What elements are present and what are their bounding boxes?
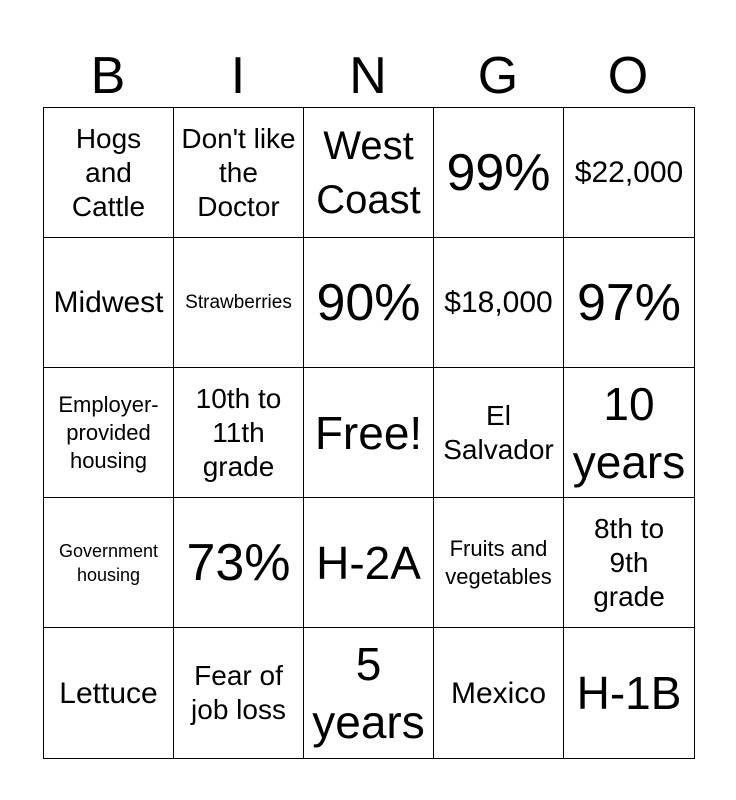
bingo-cell[interactable] — [304, 368, 434, 498]
cell-text: Government housing — [58, 540, 159, 585]
header-letter-g: G — [477, 47, 519, 105]
bingo-cell[interactable] — [564, 368, 694, 498]
bingo-cell[interactable] — [174, 628, 304, 758]
cell-text: 99% — [446, 143, 551, 202]
bingo-cell[interactable] — [44, 368, 174, 498]
bingo-cell[interactable] — [434, 368, 564, 498]
header-letter-i: I — [230, 47, 246, 105]
cell-text: Strawberries — [185, 291, 292, 313]
cell-text: H-1B — [576, 667, 682, 719]
cell-text: H-2A — [316, 536, 421, 589]
cell-text: Midwest — [53, 286, 164, 319]
bingo-header — [43, 45, 693, 107]
cell-text: 10th to 11th grade — [195, 382, 282, 482]
bingo-cell[interactable] — [564, 108, 694, 238]
cell-text: West Coast — [316, 123, 421, 222]
cell-text: El Salvador — [443, 399, 554, 465]
cell-text: Fruits and vegetables — [445, 535, 552, 589]
bingo-cell[interactable] — [564, 238, 694, 368]
cell-text: 8th to 9th grade — [593, 512, 665, 612]
cell-text: 10 years — [572, 377, 686, 488]
bingo-cell[interactable] — [434, 238, 564, 368]
cell-text: 73% — [186, 533, 291, 592]
bingo-cell[interactable] — [434, 108, 564, 238]
bingo-cell[interactable] — [564, 498, 694, 628]
cell-text: Hogs and Cattle — [71, 122, 146, 222]
header-letter-b: B — [90, 47, 126, 105]
cell-text: Mexico — [450, 676, 547, 710]
bingo-cell[interactable] — [174, 498, 304, 628]
bingo-cell[interactable] — [564, 628, 694, 758]
cell-text: $22,000 — [574, 156, 684, 189]
cell-text: 90% — [316, 273, 421, 332]
cell-text: Fear of job loss — [191, 660, 286, 725]
cell-text: $18,000 — [444, 286, 553, 319]
bingo-cell[interactable] — [304, 498, 434, 628]
bingo-cell[interactable] — [44, 108, 174, 238]
cell-text: Employer-provided housing — [58, 391, 159, 473]
header-letter-n: N — [349, 47, 387, 105]
bingo-cell[interactable] — [304, 628, 434, 758]
cell-text: 97% — [576, 273, 682, 332]
bingo-cell[interactable] — [304, 108, 434, 238]
bingo-cell[interactable] — [434, 628, 564, 758]
cell-text: Free! — [314, 406, 423, 459]
bingo-cell[interactable] — [44, 498, 174, 628]
bingo-cell[interactable] — [434, 498, 564, 628]
bingo-cell[interactable] — [174, 368, 304, 498]
cell-text: 5 years — [312, 638, 425, 748]
bingo-board — [43, 107, 695, 759]
bingo-cell[interactable] — [44, 628, 174, 758]
bingo-cell[interactable] — [304, 238, 434, 368]
header-letter-o: O — [607, 47, 649, 105]
cell-text: Don't like the Doctor — [181, 122, 296, 222]
bingo-cell[interactable] — [174, 108, 304, 238]
bingo-cell[interactable] — [174, 238, 304, 368]
bingo-cell[interactable] — [44, 238, 174, 368]
cell-text: Lettuce — [59, 676, 158, 710]
